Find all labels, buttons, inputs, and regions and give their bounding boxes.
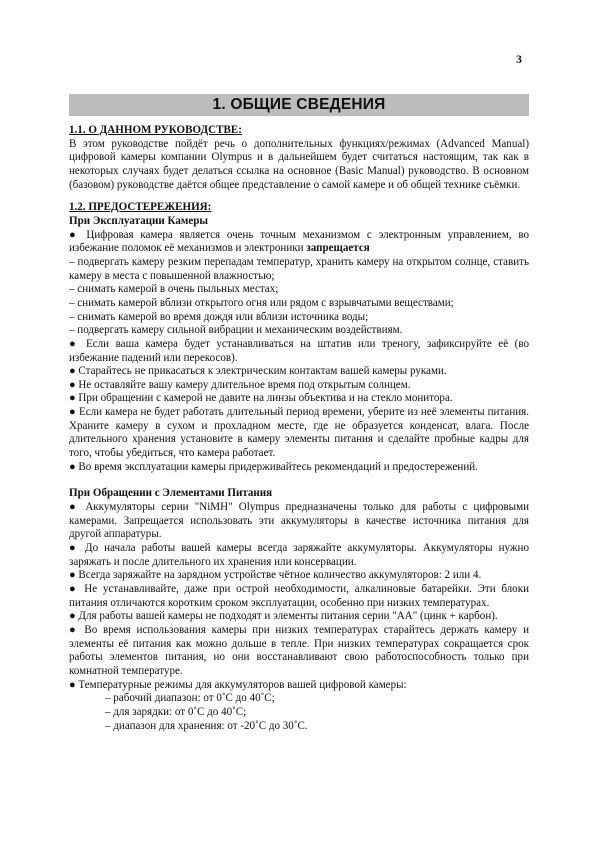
operation-bullet: ● При обращении с камерой не давите на линзы объектива и на стекло монитора. bbox=[69, 392, 453, 405]
power-bullet: ● Аккумуляторы серии "NiMH" Olympus предназначены только для работы с цифровыми камерами. Запрещается использовать эти аккумуляторы в качестве источника питания для другой аппаратуры. bbox=[69, 501, 529, 541]
operation-bullet: ● Старайтесь не прикасаться к электрическим контактам вашей камеры руками. bbox=[69, 365, 447, 378]
prohibited-item: – подвергать камеру сильной вибрации и механическим воздействиям. bbox=[69, 324, 403, 337]
camera-operation-intro bbox=[69, 229, 529, 256]
document-body bbox=[69, 124, 529, 733]
prohibited-item: – снимать камерой вблизи открытого огня или рядом с взрывчатыми веществами; bbox=[69, 296, 454, 309]
camera-operation-subtitle: При Эксплуатации Камеры bbox=[69, 214, 209, 227]
operation-bullet: ● Если ваша камера будет устанавливаться на штатив или треногу, зафиксируйте её (во избежание падений или перекосов). bbox=[69, 337, 529, 364]
intro-text: ● Цифровая камера является очень точным механизмом с электронным управлением, во избежание поломок её механизмов и электроники bbox=[69, 228, 529, 255]
chapter-title: 1. ОБЩИЕ СВЕДЕНИЯ bbox=[212, 96, 386, 113]
temperature-range-item: – диапазон для хранения: от -20˚С до 30˚С. bbox=[105, 719, 308, 732]
temperature-range-item: – рабочий диапазон: от 0˚С до 40˚С; bbox=[105, 692, 275, 705]
page-number: 3 bbox=[516, 52, 522, 66]
section-1-paragraph: В этом руководстве пойдёт речь о дополнительных функциях/режимах (Advanced Manual) цифровой камеры компании Olympus и в дальнейшем будет считаться настоящим, так как в некоторых случаях будет делаться ссылка на основное (Basic Manual) руководство. В основном (базовом) руководстве даётся общее представление о самой камере и об общей технике съёмки. bbox=[69, 137, 529, 191]
prohibited-word: запрещается bbox=[306, 242, 370, 255]
prohibited-item: – снимать камерой в очень пыльных местах; bbox=[69, 283, 279, 296]
power-handling-subtitle: При Обращении с Элементами Питания bbox=[69, 487, 273, 500]
temperature-range-item: – для зарядки: от 0˚С до 40˚С; bbox=[105, 705, 247, 718]
section-2-title: 1.2. ПРЕДОСТЕРЕЖЕНИЯ: bbox=[69, 201, 212, 214]
power-bullet: ● До начала работы вашей камеры всегда заряжайте аккумуляторы. Аккумуляторы нужно заряжать и после длительного их хранения или консервации. bbox=[69, 542, 529, 568]
power-bullet: ● Для работы вашей камеры не подходят и элементы питания серии "АА" (цинк + карбон). bbox=[69, 610, 498, 623]
power-bullet: ● Температурные режимы для аккумуляторов вашей цифровой камеры: bbox=[69, 678, 407, 691]
prohibited-item: – снимать камерой во время дождя или вблизи источника воды; bbox=[69, 310, 369, 323]
power-bullet: ● Не устанавливайте, даже при острой необходимости, алкалиновые батарейки. Эти блоки питания отличаются коротким сроком эксплуатации, особенно при низких температурах. bbox=[69, 583, 529, 609]
operation-bullet: ● Во время эксплуатации камеры придерживайтесь рекомендаций и предостережений. bbox=[69, 460, 478, 473]
prohibited-item: – подвергать камеру резким перепадам температур, хранить камеру на открытом солнце, ставить камеру в места с повышенной влажностью; bbox=[69, 255, 529, 282]
chapter-banner bbox=[69, 94, 529, 116]
section-1-title: 1.1. О ДАННОМ РУКОВОДСТВЕ: bbox=[69, 124, 242, 136]
power-bullet: ● Во время использования камеры при низких температурах старайтесь держать камеру и элементы её питания как можно дольше в тепле. При низких температурах сокращается срок работы элементов питания, но они восстанавливают свою работоспособность только при комнатной температуре. bbox=[69, 623, 529, 677]
operation-bullet: ● Если камера не будет работать длительный период времени, уберите из неё элементы питания. Храните камеру в сухом и прохладном месте, где не образуется конденсат, влага. После длительного хранения установите в камеру элементы питания и сделайте пробные кадры для того, чтобы убедиться, что камера работает. bbox=[69, 406, 529, 460]
power-bullet: ● Всегда заряжайте на зарядном устройстве чётное количество аккумуляторов: 2 или 4. bbox=[69, 569, 482, 582]
operation-bullet: ● Не оставляйте вашу камеру длительное время под открытым солнцем. bbox=[69, 378, 411, 391]
